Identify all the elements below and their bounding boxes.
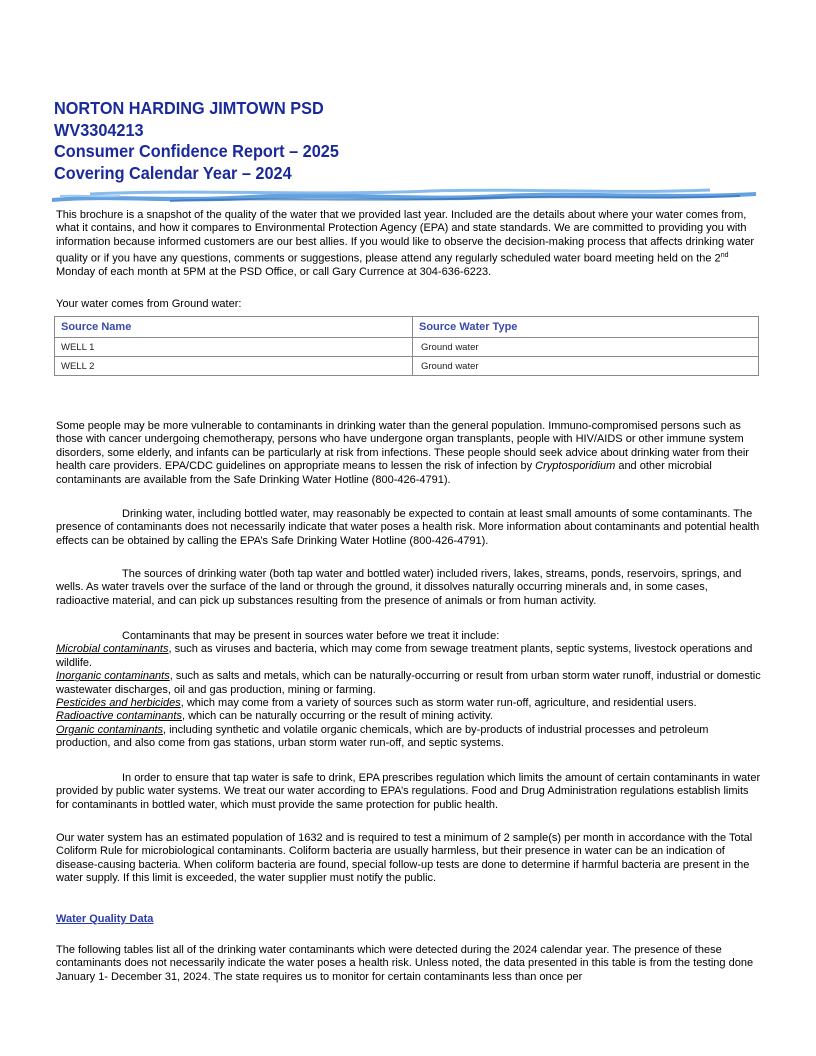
contaminant-text: , including synthetic and volatile organic chemicals, which are by-products of industrial processes and petroleum production, and also come from gas stations, urban storm water run-off, and septic systems. — [56, 723, 709, 750]
cell-source-type: Ground water — [413, 357, 759, 376]
intro-sup: nd — [720, 252, 729, 260]
header-source-water-type: Source Water Type — [413, 317, 759, 338]
cell-source-name: WELL 2 — [55, 357, 413, 376]
table-row — [55, 338, 759, 357]
contaminant-item — [56, 697, 697, 709]
title-line-utility: NORTON HARDING JIMTOWN PSD — [54, 98, 324, 118]
intro-text-1: This brochure is a snapshot of the quality of the water that we provided last year. Included are the details about where your water comes from, what it contains, and how it compares to Environmental Protection Agency (EPA) and state standards. We are committed to providing you with information because informed customers are our best allies. If you would like to observe the decision-making process that affects drinking water quality or if you have any questions, comments or suggestions, please attend any regularly scheduled water board meeting held on the 2 — [56, 209, 755, 265]
vulnerable-italic: Cryptosporidium — [535, 460, 616, 473]
regulation-paragraph — [56, 772, 762, 812]
bottled-text: Drinking water, including bottled water, may reasonably be expected to contain at least small amounts of some contaminants. The presence of contaminants does not necessarily indicate that water poses a health risk. More information about contaminants and potential health effects can be obtained by calling the EPA’s Safe Drinking Water Hotline (800-426-4791). — [56, 508, 760, 547]
vulnerable-text-2: and other microbial contaminants are available from the Safe Drinking Water Hotline (800-426-4791). — [56, 460, 712, 486]
contaminant-label: Pesticides and herbicides — [56, 697, 181, 710]
source-water-table — [54, 316, 759, 376]
drinking-water-sources-paragraph — [56, 568, 762, 608]
cell-source-name: WELL 1 — [55, 338, 413, 357]
contaminant-item — [56, 643, 752, 668]
contaminant-item — [56, 724, 708, 749]
report-title — [54, 98, 339, 184]
table-header-row — [55, 317, 759, 338]
header-source-name: Source Name — [55, 317, 413, 338]
vulnerable-text-1: Some people may be more vulnerable to contaminants in drinking water than the general population. Immuno-compromised persons such as those with cancer undergoing chemotherapy, persons who have undergone organ transplants, people with HIV/AIDS or other immune system disorders, some elderly, and infants can be particularly at risk from infections. These people should seek advice about drinking water from their health care providers. EPA/CDC guidelines on appropriate means to lessen the risk of infection by — [56, 420, 749, 473]
brush-stroke-divider — [50, 184, 760, 206]
water-quality-data-paragraph: The following tables list all of the drinking water contaminants which were detected during the 2024 calendar year. The presence of these contaminants does not necessarily indicate the water poses a health risk. Unless noted, the data presented in this table is from the testing done January 1- December 31, 2024. The state requires us to monitor for certain contaminants less than once per — [56, 944, 754, 983]
contaminant-text: , such as salts and metals, which can be naturally-occurring or result from urban storm water runoff, industrial or domestic wastewater discharges, oil and gas production, mining or farming. — [56, 670, 761, 696]
contaminant-text: , which can be naturally occurring or the result of mining activity. — [181, 710, 493, 723]
title-line-pwsid: WV3304213 — [54, 119, 144, 140]
source-intro: Your water comes from Ground water: — [56, 298, 242, 310]
bottled-water-paragraph — [56, 508, 762, 548]
contaminant-label: Inorganic contaminants — [56, 670, 170, 683]
contaminant-text: , which may come from a variety of sources such as storm water run-off, agriculture, and residential users. — [180, 697, 697, 710]
contaminant-label: Radioactive contaminants — [56, 710, 182, 723]
coliform-paragraph: Our water system has an estimated population of 1632 and is required to test a minimum of 2 sample(s) per month in accordance with the Total Coliform Rule for microbiological contaminants. Coliform bacteria are usually harmless, but their presence in water can be an indication of disease-causing bacteria. When coliform bacteria are found, special follow-up tests are done to determine if harmful bacteria are present in the water supply. If this limit is exceeded, the water supplier must notify the public. — [56, 832, 753, 885]
intro-paragraph — [56, 209, 762, 280]
contaminants-section — [56, 630, 762, 751]
contaminant-label: Microbial contaminants — [56, 643, 169, 656]
contaminant-label: Organic contaminants — [56, 723, 163, 736]
regulation-text: In order to ensure that tap water is safe to drink, EPA prescribes regulation which limits the amount of certain contaminants in water provided by public water systems. We treat our water according to EPA’s regulations. Food and Drug Administration regulations establish limits for contaminants in bottled water, which must provide the same protection for public health. — [56, 772, 761, 811]
table-row — [55, 357, 759, 376]
title-line-year: Covering Calendar Year – 2024 — [54, 162, 292, 183]
contaminant-text: , such as viruses and bacteria, which may come from sewage treatment plants, septic systems, livestock operations and wildlife. — [56, 643, 753, 669]
contaminant-item — [56, 670, 761, 695]
sources-text: The sources of drinking water (both tap water and bottled water) included rivers, lakes, streams, ponds, reservoirs, springs, and wells. As water travels over the surface of the land or through the ground, it dissolves naturally occurring minerals and, in some cases, radioactive material, and can pick up substances resulting from the presence of animals or from human activity. — [56, 568, 742, 607]
vulnerable-paragraph — [56, 420, 762, 487]
contaminants-intro: Contaminants that may be present in sources water before we treat it include: — [122, 630, 500, 642]
intro-text-2: Monday of each month at 5PM at the PSD Office, or call Gary Currence at 304-636-6223. — [56, 266, 492, 279]
title-line-report: Consumer Confidence Report – 2025 — [54, 141, 339, 161]
water-quality-data-link[interactable]: Water Quality Data — [56, 913, 154, 925]
contaminant-item — [56, 710, 493, 722]
cell-source-type: Ground water — [413, 338, 759, 357]
